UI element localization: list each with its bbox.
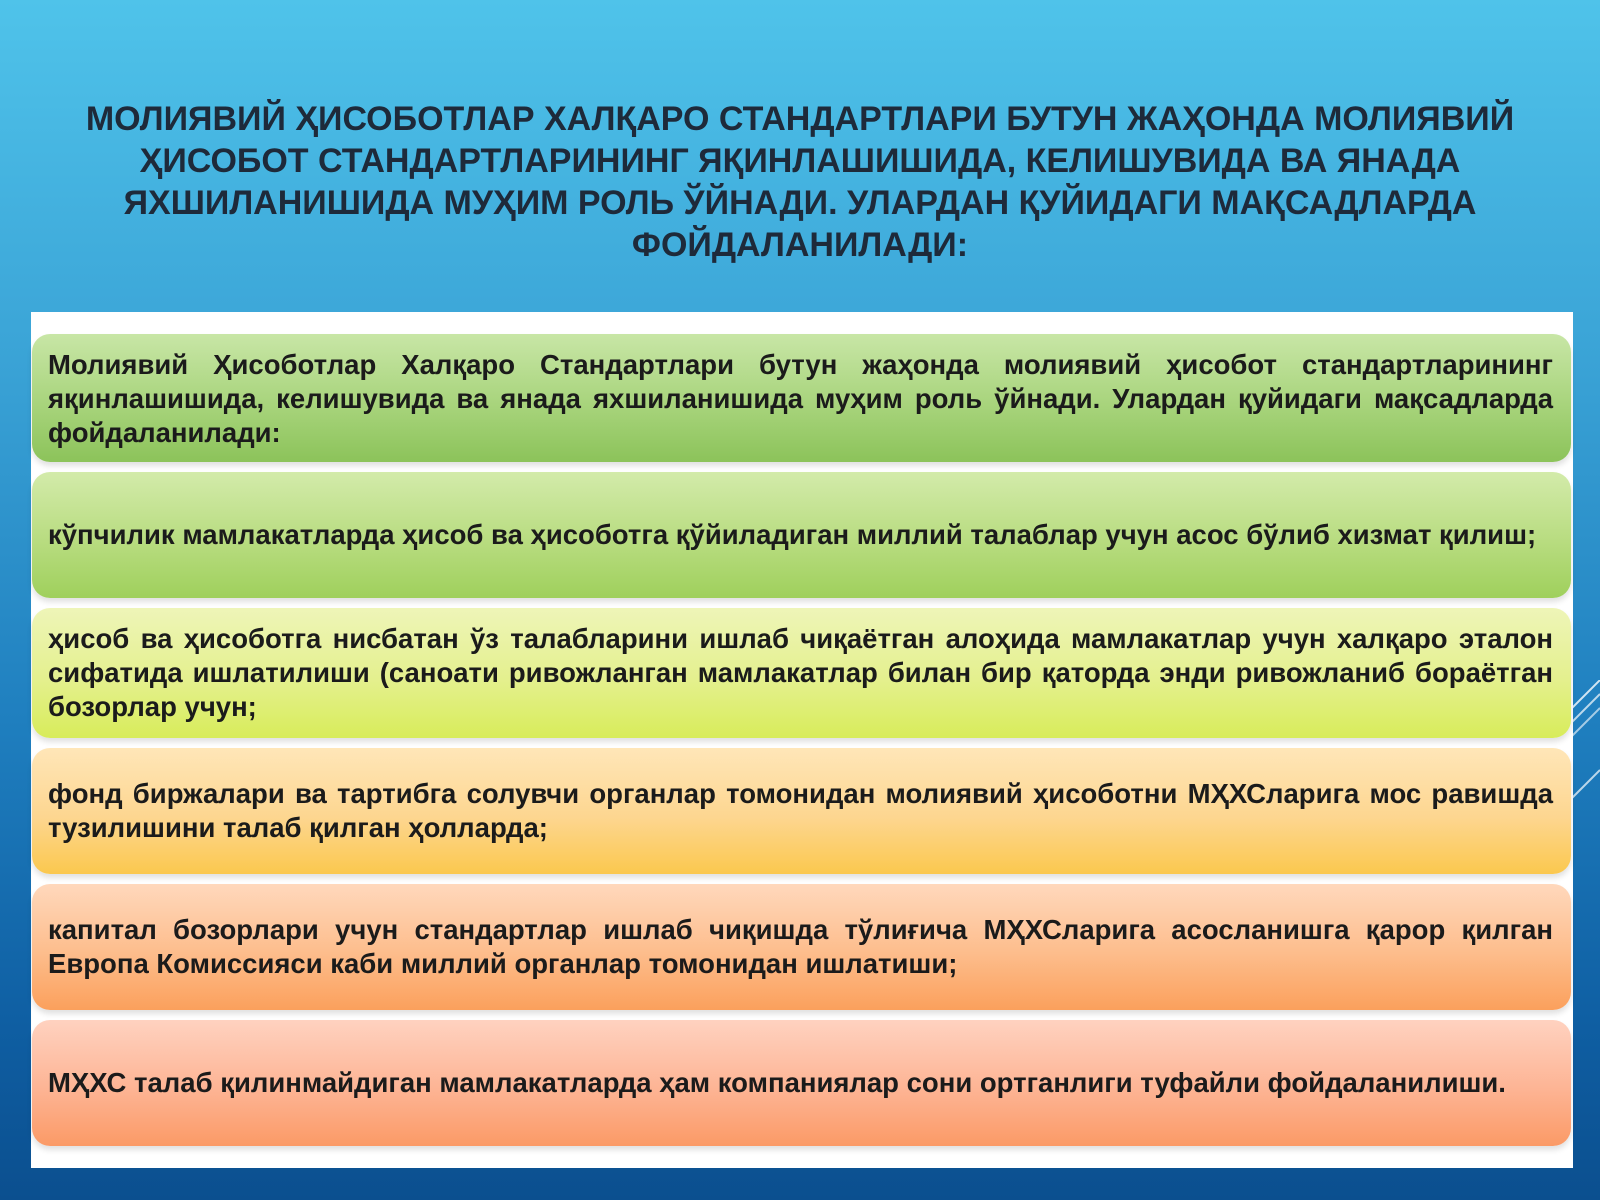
list-item-text: фонд биржалари ва тартибга солувчи органлар томонидан молиявий ҳисоботни МҲХСларига мос равишда тузилишини талаб қилган ҳолларда; [48,778,1553,843]
list-item-european-commission [32,884,1571,1010]
list-item-national-requirements [32,472,1571,598]
list-item-stock-exchanges [32,748,1571,874]
slide-title: МОЛИЯВИЙ ҲИСОБОТЛАР ХАЛҚАРО СТАНДАРТЛАРИ БУТУН ЖАҲОНДА МОЛИЯВИЙ ҲИСОБОТ СТАНДАРТЛАРИНИНГ ЯҚИНЛАШИШИДА, КЕЛИШУВИДА ВА ЯНАДА ЯХШИЛАНИШИДА МУҲИМ РОЛЬ ЎЙНАДИ. УЛАРДАН ҚУЙИДАГИ МАҚСАДЛАРДА ФОЙДАЛАНИЛАДИ: [85,100,1515,264]
list-item-voluntary-use [32,1020,1571,1146]
list-item-text: кўпчилик мамлакатларда ҳисоб ва ҳисоботга қўйиладиган миллий талаблар учун асос бўлиб хизмат қилиш; [48,519,1537,550]
list-item-international-benchmark [32,608,1571,738]
list-item-intro [32,334,1571,462]
list-item-text: капитал бозорлари учун стандартлар ишлаб чиқишда тўлиғича МҲХСларига асосланишга қарор қилган Европа Комиссияси каби миллий органлар томонидан ишлатиши; [48,914,1553,979]
list-item-text: Молиявий Ҳисоботлар Халқаро Стандартлари бутун жаҳонда молиявий ҳисобот стандартларининг яқинлашишида, келишувида ва янада яхшиланишида муҳим роль ўйнади. Улардан қуйидаги мақсадларда фойдаланилади: [48,349,1553,448]
list-item-text: ҳисоб ва ҳисоботга нисбатан ўз талабларини ишлаб чиқаётган алоҳида мамлакатлар учун халқаро эталон сифатида ишлатилиши (саноати ривожланган мамлакатлар билан бир қаторда энди ривожланиб бораётган бозорлар учун; [48,623,1553,722]
list-item-text: МҲХС талаб қилинмайдиган мамлакатларда ҳам компаниялар сони ортганлиги туфайли фойдаланилиши. [48,1067,1506,1098]
content-panel [31,312,1573,1168]
